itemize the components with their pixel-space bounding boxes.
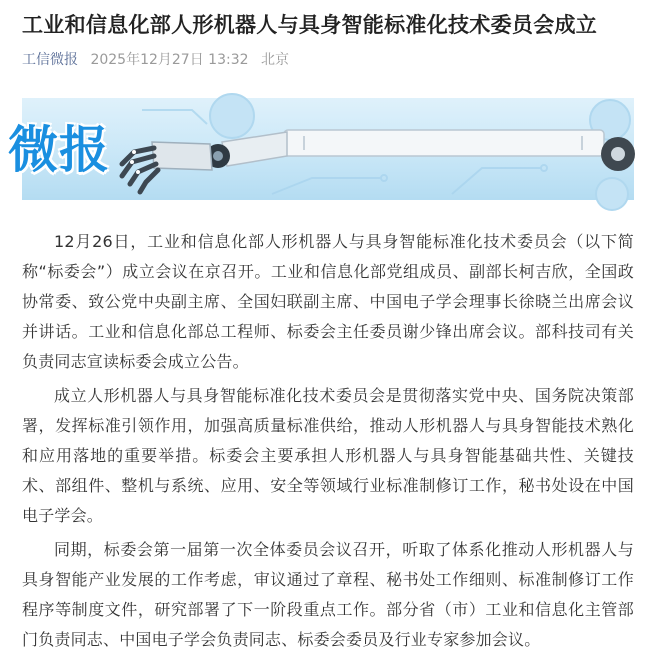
paragraph-3: 同期，标委会第一届第一次全体委员会议召开，听取了体系化推动人形机器人与具身智能产业发展的工作考虑，审议通过了章程、秘书处工作细则、标准制修订工作程序等制度文件，研究部署了下一阶段重点工作。部分省（市）工业和信息化主管部门负责同志、中国电子学会负责同志、标委会委员及行业专家参加会议。 bbox=[22, 540, 634, 649]
publish-location: 北京 bbox=[260, 52, 289, 68]
banner-logo-text: 微报 bbox=[8, 121, 110, 179]
article-meta bbox=[22, 50, 297, 70]
paragraph-1: 12月26日，工业和信息化部人形机器人与具身智能标准化技术委员会（以下简称“标委会”）成立会议在京召开。工业和信息化部党组成员、副部长柯吉欣，全国政协常委、致公党中央副主席、全国妇联副主席、中国电子学会理事长徐晓兰出席会议并讲话。工业和信息化部总工程师、标委会主任委员谢少锋出席会议。部科技司有关负责同志宣读标委会成立公告。 bbox=[22, 232, 634, 371]
article-banner bbox=[8, 98, 634, 200]
publish-datetime: 2025年12月27日 13:32 bbox=[90, 52, 249, 68]
robot-arm-banner-icon bbox=[22, 98, 634, 200]
article-title: 工业和信息化部人形机器人与具身智能标准化技术委员会成立 bbox=[22, 13, 598, 37]
source-account-link[interactable]: 工信微报 bbox=[22, 52, 78, 68]
paragraph-2: 成立人形机器人与具身智能标准化技术委员会是贯彻落实党中央、国务院决策部署，发挥标准引领作用，加强高质量标准供给，推动人形机器人与具身智能技术熟化和应用落地的重要举措。标委会主要承担人形机器人与具身智能基础共性、关键技术、部组件、整机与系统、应用、安全等领域行业标准制修订工作，秘书处设在中国电子学会。 bbox=[22, 386, 634, 525]
